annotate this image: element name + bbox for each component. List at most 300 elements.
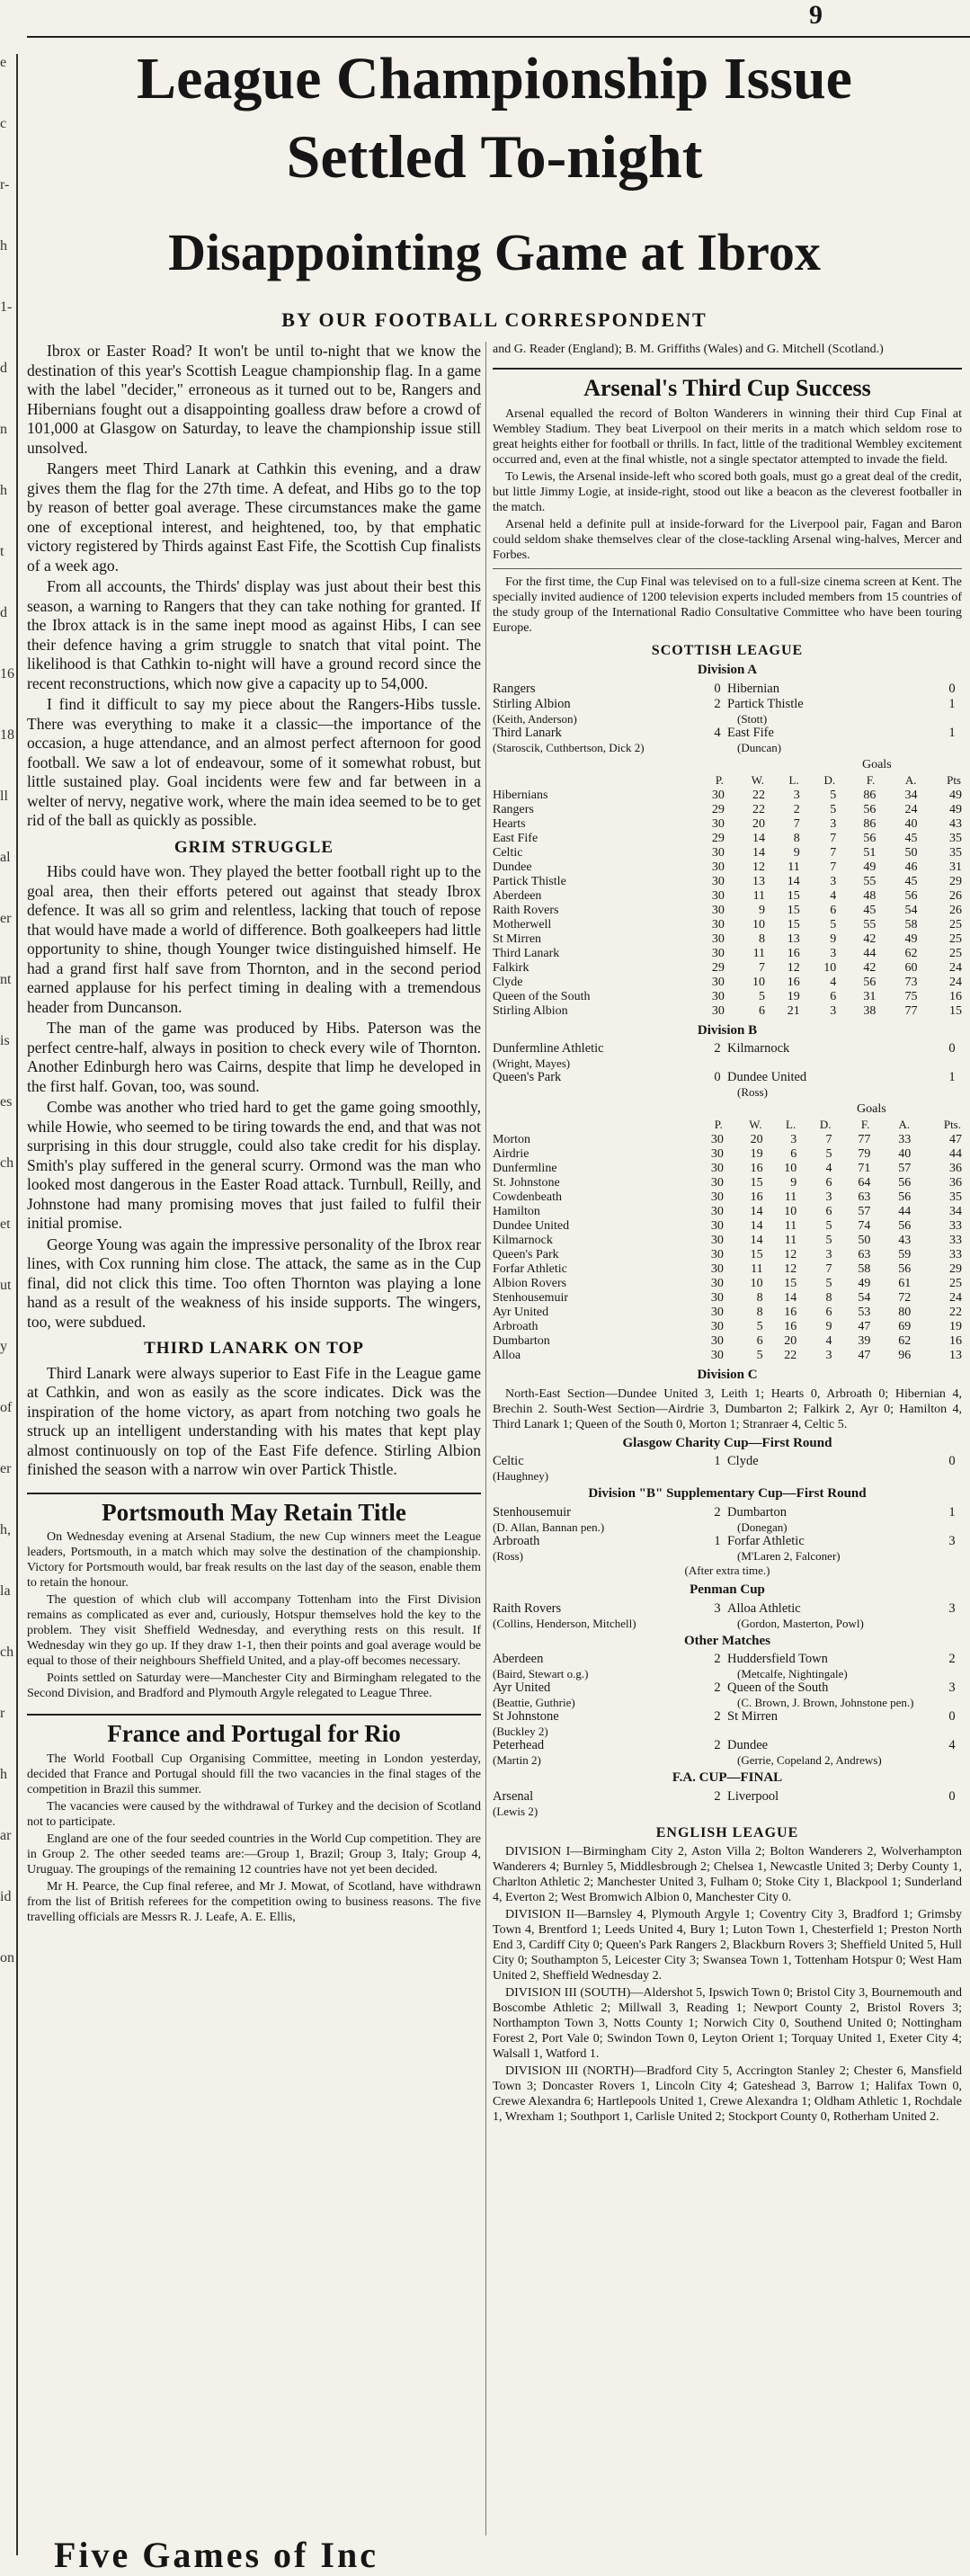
gutter-fragment: ar [0, 1828, 12, 1843]
home-scorers: (Martin 2) [493, 1753, 541, 1767]
story-paragraph: On Wednesday evening at Arsenal Stadium, the new Cup winners meet the League leaders, Portsmouth, in a match which may solve the destination of the championship. Victory for Portsmouth would, bar freak results on the last day of the season, enable them to retain the honour. [27, 1530, 481, 1590]
table-row [493, 875, 962, 889]
team-name: Rangers [493, 802, 534, 816]
stat-cell: 30 [710, 1162, 724, 1175]
goals-label: Goals [857, 1102, 886, 1116]
story-paragraph: Mr H. Pearce, the Cup final referee, and Mr J. Mowat, of Scotland, have withdrawn from the list of British referees for the competition owing to business reasons. The five travelling officials are Messrs R. J. Leafe, A. E. Ellis, [27, 1879, 481, 1924]
stat-cell: 42 [863, 960, 877, 975]
home-team: St Johnstone [493, 1709, 559, 1724]
goals-label-row [493, 1102, 962, 1117]
spacer [800, 758, 836, 772]
team-name: Cowdenbeath [493, 1190, 562, 1204]
stat-cell: 60 [904, 960, 918, 975]
glasgow-charity-heading: Glasgow Charity Cup—First Round [622, 1435, 832, 1450]
home-score: 3 [714, 1600, 721, 1616]
home-team: Rangers [493, 681, 536, 696]
away-score: 0 [948, 1041, 956, 1056]
table-header-row [493, 772, 962, 789]
stat-cell: 8 [756, 1291, 763, 1305]
scorers-row [493, 1753, 962, 1767]
away-team: Alloa Athletic [727, 1600, 801, 1616]
story-paragraph: Hibs could have won. They played the better football right up to the goal area, then their efforts petered out against that steady Ibrox defence. It was all so grim and relentless, lacking that touch of repose that would have made a world of difference. Both goalkeepers had little opportunity to shine, though Younger twice distinguished himself. He had a grand first half save from Thornton, and in the second period earned applause for his perfect timing in dealing with a tremendous header from Duncanson. [27, 862, 481, 1016]
stat-cell: 63 [858, 1248, 871, 1261]
stat-cell: 35 [949, 831, 962, 845]
result-row [493, 1680, 962, 1696]
subhead-grim-struggle: GRIM STRUGGLE [174, 837, 334, 857]
home-team: Arbroath [493, 1533, 540, 1548]
stat-cell: 50 [858, 1234, 871, 1247]
away-scorers: (Ross) [737, 1085, 768, 1099]
stat-cell: 19 [750, 1147, 763, 1161]
scorers-row [493, 1056, 962, 1070]
stat-cell: 16 [784, 1320, 797, 1333]
table-row [493, 860, 962, 875]
stat-cell: 30 [711, 860, 725, 874]
home-scorers: (Wright, Mayes) [493, 1056, 571, 1070]
stat-cell: 31 [863, 989, 877, 1003]
gutter-fragment: 16 [0, 666, 14, 682]
stat-cell: 33 [949, 1248, 962, 1261]
away-score: 0 [948, 681, 956, 696]
header-blank [493, 1117, 690, 1133]
table-row [493, 1190, 962, 1205]
stat-cell: 11 [784, 1190, 797, 1204]
away-scorers: (Gordon, Masterton, Powl) [737, 1616, 864, 1630]
away-score: 1 [948, 1504, 956, 1520]
stat-cell: 10 [752, 917, 766, 931]
column-header: W. [749, 1118, 762, 1131]
stat-cell: 49 [904, 931, 918, 946]
spacer [763, 1102, 797, 1117]
gutter-fragment: ch [0, 1645, 14, 1660]
stat-cell: 15 [949, 1003, 962, 1018]
gutter-fragment: c [0, 116, 7, 131]
stat-cell: 33 [898, 1133, 912, 1146]
stat-cell: 56 [863, 831, 877, 845]
goals-label: Goals [861, 757, 892, 771]
away-score: 0 [948, 1788, 956, 1804]
stat-cell: 38 [863, 1003, 877, 1018]
stat-cell: 43 [949, 816, 962, 831]
stat-cell: 55 [863, 874, 877, 888]
stat-cell: 14 [752, 831, 766, 845]
away-scorers: (C. Brown, J. Brown, Johnstone pen.) [737, 1696, 914, 1709]
stat-cell: 30 [710, 1205, 724, 1218]
stat-cell: 10 [823, 960, 837, 975]
team-name: Hibernians [493, 788, 548, 802]
stat-cell: 25 [949, 946, 962, 960]
stat-cell: 47 [949, 1133, 962, 1146]
away-team: Clyde [727, 1454, 759, 1468]
away-team: Huddersfield Town [727, 1652, 828, 1666]
table-row [493, 1291, 962, 1306]
stat-cell: 15 [750, 1176, 763, 1190]
home-scorers: (Ross) [493, 1548, 523, 1563]
division-b-heading: Division B [697, 1022, 758, 1038]
column-header: L. [786, 1118, 796, 1131]
division-a-results [493, 682, 962, 754]
stat-cell: 71 [858, 1162, 871, 1175]
stat-cell: 29 [949, 874, 962, 888]
table-row [493, 947, 962, 961]
team-name: Morton [493, 1133, 530, 1146]
stat-cell: 16 [784, 1306, 797, 1319]
stat-cell: 4 [825, 1162, 832, 1175]
stat-cell: 6 [759, 1003, 766, 1018]
stat-cell: 39 [858, 1334, 871, 1348]
gutter-fragment: et [0, 1217, 11, 1232]
subhead-third-lanark: THIRD LANARK ON TOP [144, 1339, 364, 1358]
spacer [493, 758, 690, 772]
scorers-row [493, 1617, 962, 1630]
stat-cell: 75 [904, 989, 918, 1003]
france-story [27, 1752, 481, 1925]
table-row [493, 1334, 962, 1349]
table-row [493, 1219, 962, 1234]
column-header: P. [714, 1118, 723, 1131]
stat-cell: 56 [898, 1262, 912, 1276]
gutter-fragment: d [0, 361, 7, 376]
stat-cell: 30 [710, 1176, 724, 1190]
column-header: Pts [947, 772, 961, 787]
table-header-row [493, 1117, 962, 1133]
division-c-heading: Division C [697, 1368, 758, 1382]
english-league-division: DIVISION II—Barnsley 4, Plymouth Argyle 1; Coventry City 3, Bradford 1; Grimsby Town 4, Brentford 1; Leeds United 4, Bury 1; Luton Town 1, Chesterfield 1; Preston North End 3, Cardiff City 0; Queen's Park Rangers 2, Blackburn Rovers 3; Sheffield United 5, Hull City 0; Southampton 5, Leicester City 3; Swansea Town 1, Tottenham Hotspur 0; West Ham United 2, Sheffield Wednesday 2. [493, 1908, 962, 1983]
stat-cell: 30 [710, 1291, 724, 1305]
stat-cell: 5 [825, 1219, 832, 1233]
team-name: Hearts [493, 816, 526, 831]
stat-cell: 7 [830, 845, 837, 860]
stat-cell: 35 [949, 1190, 962, 1204]
stat-cell: 51 [863, 845, 877, 860]
gutter-fragment: h [0, 238, 7, 254]
division-a-table [493, 758, 962, 1019]
stat-cell: 29 [711, 960, 725, 975]
stat-cell: 20 [752, 816, 766, 831]
stat-cell: 25 [949, 1277, 962, 1290]
stat-cell: 6 [825, 1205, 832, 1218]
gutter-fragment: h [0, 483, 7, 498]
away-scorers [717, 1805, 962, 1818]
top-rule [27, 36, 970, 38]
stat-cell: 30 [710, 1147, 724, 1161]
stat-cell: 5 [756, 1349, 763, 1362]
stat-cell: 10 [784, 1162, 797, 1175]
stat-cell: 54 [858, 1291, 871, 1305]
stat-cell: 12 [784, 1262, 797, 1276]
home-score: 2 [714, 1041, 721, 1056]
table-row [493, 1277, 962, 1291]
stat-cell: 11 [752, 946, 766, 960]
stat-cell: 3 [830, 816, 837, 831]
stat-cell: 26 [949, 888, 962, 903]
table-row [493, 1004, 962, 1019]
spacer [796, 1102, 832, 1117]
spacer [690, 758, 725, 772]
away-score: 3 [948, 1600, 956, 1616]
story-paragraph: To Lewis, the Arsenal inside-left who scored both goals, must go a great deal of the credit, but little Jimmy Logie, at inside-right, stood out like a beacon as the cleverest footballer in the match. [493, 469, 962, 514]
result-row [493, 1534, 962, 1549]
team-name: Forfar Athletic [493, 1262, 567, 1276]
table-row [493, 932, 962, 947]
story-paragraph: England are one of the four seeded countries in the World Cup competition. They are in Group 2. The other seeded teams are:—Group 1, Brazil; Group 3, Italy; Group 4, Uruguay. The groupings of the remaining 12 countries have not yet been decided. [27, 1832, 481, 1876]
table-row [493, 846, 962, 860]
gutter-fragment: ch [0, 1155, 14, 1171]
home-scorers: (Keith, Anderson) [493, 711, 577, 726]
stat-cell: 34 [949, 1205, 962, 1218]
stat-cell: 30 [710, 1349, 724, 1362]
stat-cell: 30 [711, 845, 725, 860]
away-score: 1 [948, 696, 956, 711]
stat-cell: 19 [787, 989, 800, 1003]
scorers-row [493, 1696, 962, 1709]
stat-cell: 44 [863, 946, 877, 960]
stat-cell: 58 [858, 1262, 871, 1276]
result-row [493, 1505, 962, 1520]
stat-cell: 30 [710, 1277, 724, 1290]
away-scorers: (Gerrie, Copeland 2, Andrews) [737, 1753, 882, 1767]
stat-cell: 6 [830, 903, 837, 917]
table-row [493, 789, 962, 803]
stat-cell: 57 [898, 1162, 912, 1175]
home-team: Third Lanark [493, 725, 562, 740]
story-paragraph: Third Lanark were always superior to East Fife in the League game at Cathkin, and won as easily as the score indicates. Dick was the inspiration of the home victory, as apart from notching two goals he struck up an intelligent understanding with his mates that kept play almost continuously on top of the East Fife defence. Stirling Albion finished the season with a narrow win over Partick Thistle. [27, 1363, 481, 1478]
home-team: Ayr United [493, 1680, 551, 1695]
home-scorers [493, 1085, 717, 1099]
stat-cell: 6 [790, 1147, 797, 1161]
home-score: 2 [714, 1788, 721, 1804]
home-score: 0 [714, 1070, 721, 1084]
stat-cell: 44 [898, 1205, 912, 1218]
home-team: Stirling Albion [493, 696, 571, 711]
stat-cell: 19 [949, 1320, 962, 1333]
away-team: Dundee United [727, 1070, 807, 1084]
div-b-supp-heading: Division "B" Supplementary Cup—First Round [588, 1486, 867, 1501]
stat-cell: 47 [858, 1349, 871, 1362]
story-paragraph: George Young was again the impressive personality of the Ibrox rear lines, with Cox running him close. The attack, the same as in the Cup final, did not click this time. Too often Thornton was playing a lone hand as a result of the weakness of his inside supports. The wingers, too, were subdued. [27, 1235, 481, 1331]
story-paragraph: Ibrox or Easter Road? It won't be until to-night that we know the destination of this year's Scottish League championship flag. In a game with the label "decider," erroneous as it turned out to be, Rangers and Hibernians fought out a disappointing goalless draw before a crowd of 101,000 at Glasgow on Saturday, to leave the championship issue still unsolved. [27, 342, 481, 457]
gutter-fragment: n [0, 422, 7, 437]
stat-cell: 79 [858, 1147, 871, 1161]
home-team: Aberdeen [493, 1652, 544, 1666]
stat-cell: 30 [711, 903, 725, 917]
stat-cell: 63 [858, 1190, 871, 1204]
away-score: 0 [948, 1709, 956, 1724]
stat-cell: 56 [898, 1190, 912, 1204]
team-name: Dundee United [493, 1219, 570, 1233]
away-score: 1 [948, 1070, 956, 1084]
division-c-results: North-East Section—Dundee United 3, Leith 1; Hearts 0, Arbroath 0; Hibernian 4, Brechin 2. South-West Section—Airdrie 3, Dumbarton 2; Falkirk 2, Ayr 0; Hamilton 4, Third Lanark 1; Queen of the South 0, Morton 1; Stranraer 4, Celtic 5. [493, 1386, 962, 1431]
division-b-results [493, 1041, 962, 1099]
stat-cell: 21 [787, 1003, 800, 1018]
table-row [493, 904, 962, 918]
stat-cell: 16 [787, 975, 800, 989]
gutter-fragment: ut [0, 1278, 12, 1293]
stat-cell: 3 [825, 1190, 832, 1204]
team-name: St Mirren [493, 931, 542, 946]
english-league-division: DIVISION III (NORTH)—Bradford City 5, Accrington Stanley 2; Chester 6, Mansfield Town 3; Doncaster Rovers 1, Lincoln City 4; Gateshead 3, Barrow 1; Halifax Town 0, Crewe Alexandra 6; Hartlepools United 1, Crewe Alexandra 1; Oldham Athletic 1, Rochdale 1, Wrexham 1; Southport 1, Carlisle United 2; Stockport County 0, Rotherham United 2. [493, 2064, 962, 2124]
stat-cell: 80 [898, 1306, 912, 1319]
penman-cup-heading: Penman Cup [690, 1582, 765, 1597]
story-paragraph: Arsenal held a definite pull at inside-forward for the Liverpool pair, Fagan and Baron could seldom shake themselves clear of the close-tackling Arsenal wing-halves, Mercer and Forbes. [493, 517, 962, 562]
stat-cell: 55 [863, 917, 877, 931]
stat-cell: 14 [750, 1219, 763, 1233]
column-header: A. [898, 1118, 911, 1131]
column-header: A. [904, 772, 917, 787]
stat-cell: 30 [711, 931, 725, 946]
team-name: St. Johnstone [493, 1176, 560, 1190]
adjacent-column-fragment [0, 54, 18, 2555]
stat-cell: 86 [863, 816, 877, 831]
stat-cell: 30 [711, 989, 725, 1003]
stat-cell: 11 [788, 860, 800, 874]
glasgow-charity-results [493, 1454, 962, 1483]
story-paragraph: The question of which club will accompany Tottenham into the First Division remains as complicated as ever and, curiously, Hotspur themselves hold the key to the problem. They visit Sheffield Wednesday, and everything rests on this result. If Wednesday win they go up. If they draw 1-1, then their points and goal average would be equal to those of their neighbours Sheffield United, and a play-off becomes necessary. [27, 1593, 481, 1668]
home-scorers: (Staroscik, Cuthbertson, Dick 2) [493, 740, 645, 754]
away-scorers [717, 1469, 962, 1483]
gutter-fragment: ll [0, 789, 8, 804]
arsenal-headline: Arsenal's Third Cup Success [493, 368, 962, 397]
stat-cell: 14 [752, 845, 766, 860]
stat-cell: 24 [904, 802, 918, 816]
byline: BY OUR FOOTBALL CORRESPONDENT [281, 308, 707, 331]
stat-cell: 64 [858, 1176, 871, 1190]
main-story [27, 342, 481, 831]
spacer [911, 1102, 962, 1117]
div-b-supp-results [493, 1505, 962, 1563]
scorers-row [493, 1085, 962, 1099]
away-team: Kilmarnock [727, 1041, 790, 1056]
gutter-fragment: h [0, 1767, 7, 1782]
stat-cell: 30 [710, 1219, 724, 1233]
stat-cell: 29 [711, 831, 725, 845]
table-row [493, 1248, 962, 1262]
stat-cell: 30 [710, 1248, 724, 1261]
stat-cell: 34 [904, 788, 918, 802]
home-score: 2 [714, 1652, 721, 1666]
main-article-column [27, 342, 481, 2536]
away-score: 4 [948, 1738, 956, 1752]
team-name: Albion Rovers [493, 1277, 567, 1290]
column-header: F. [860, 1118, 870, 1131]
stat-cell: 16 [750, 1162, 763, 1175]
column-divider [485, 342, 486, 2536]
stat-cell: 31 [949, 860, 962, 874]
stat-cell: 56 [863, 975, 877, 989]
team-name: Stenhousemuir [493, 1291, 568, 1305]
stat-cell: 25 [949, 917, 962, 931]
stat-cell: 69 [898, 1320, 912, 1333]
stat-cell: 24 [949, 1291, 962, 1305]
penman-cup-results [493, 1601, 962, 1630]
stat-cell: 30 [711, 975, 725, 989]
stat-cell: 59 [898, 1248, 912, 1261]
team-name: Motherwell [493, 917, 552, 931]
stat-cell: 96 [898, 1349, 912, 1362]
stat-cell: 9 [793, 845, 800, 860]
stat-cell: 72 [898, 1291, 912, 1305]
stat-cell: 11 [784, 1234, 797, 1247]
scorers-row [493, 1469, 962, 1483]
stat-cell: 9 [825, 1320, 832, 1333]
stat-cell: 40 [898, 1147, 912, 1161]
story-paragraph: The World Football Cup Organising Committee, meeting in London yesterday, decided that France and Portugal should fill the two vacancies in the final stages of the competition in Brazil this summer. [27, 1752, 481, 1796]
stat-cell: 58 [904, 917, 918, 931]
stat-cell: 7 [793, 816, 800, 831]
result-row [493, 1041, 962, 1056]
column-header: D. [819, 1118, 832, 1131]
column-header: W. [751, 772, 765, 787]
stat-cell: 45 [904, 831, 918, 845]
column-header: L. [788, 772, 799, 787]
stat-cell: 12 [752, 860, 766, 874]
stat-cell: 9 [830, 931, 837, 946]
stat-cell: 30 [710, 1133, 724, 1146]
gutter-fragment: on [0, 1950, 14, 1965]
stat-cell: 22 [949, 1306, 962, 1319]
scottish-league-heading: SCOTTISH LEAGUE [651, 642, 804, 658]
stat-cell: 42 [863, 931, 877, 946]
stat-cell: 44 [949, 1147, 962, 1161]
stat-cell: 12 [784, 1248, 797, 1261]
table-row [493, 889, 962, 904]
stat-cell: 10 [750, 1277, 763, 1290]
column-header: F. [866, 772, 876, 787]
stat-cell: 30 [711, 874, 725, 888]
stat-cell: 3 [830, 1003, 837, 1018]
gutter-fragment: 1- [0, 299, 13, 315]
stat-cell: 56 [863, 802, 877, 816]
away-scorers: (M'Laren 2, Falconer) [737, 1548, 841, 1563]
stat-cell: 8 [793, 831, 800, 845]
stat-cell: 11 [784, 1219, 797, 1233]
table-row [493, 1162, 962, 1176]
home-team: Queen's Park [493, 1070, 562, 1084]
fa-cup-final-results [493, 1789, 962, 1818]
stat-cell: 5 [759, 989, 766, 1003]
stat-cell: 14 [750, 1205, 763, 1218]
stat-cell: 53 [858, 1306, 871, 1319]
table-row [493, 1306, 962, 1320]
stat-cell: 56 [898, 1176, 912, 1190]
headline-line-1: League Championship Issue [137, 46, 852, 111]
stat-cell: 22 [784, 1349, 797, 1362]
gutter-fragment: es [0, 1094, 13, 1110]
stat-cell: 14 [750, 1234, 763, 1247]
stat-cell: 30 [710, 1262, 724, 1276]
goals-label-row [493, 758, 962, 772]
stat-cell: 22 [752, 788, 766, 802]
home-scorers: (Haughney) [493, 1469, 549, 1483]
table-row [493, 1205, 962, 1219]
stat-cell: 30 [711, 888, 725, 903]
away-score: 1 [948, 725, 956, 740]
story-paragraph: I find it difficult to say my piece about the Rangers-Hibs tussle. There was everything to make it a classic—the importance of the occasion, a huge attendance, and an almost perfect afternoon for good football. We saw a lot of endeavour, some of it somewhat robust, but little sustained play. Goal incidents were few and far between in a welter of nervy, negative work, where the main idea seemed to be to get rid of the ball as quickly as possible. [27, 695, 481, 829]
away-scorers: (Duncan) [737, 740, 782, 754]
stat-cell: 8 [759, 931, 766, 946]
table-row [493, 803, 962, 817]
stat-cell: 45 [863, 903, 877, 917]
stat-cell: 3 [825, 1349, 832, 1362]
stat-cell: 12 [787, 960, 800, 975]
away-team: Queen of the South [727, 1680, 829, 1695]
stat-cell: 77 [858, 1133, 871, 1146]
table-row [493, 817, 962, 832]
team-name: Arbroath [493, 1320, 538, 1333]
result-row [493, 1454, 962, 1469]
stat-cell: 5 [830, 802, 837, 816]
team-name: Hamilton [493, 1205, 540, 1218]
